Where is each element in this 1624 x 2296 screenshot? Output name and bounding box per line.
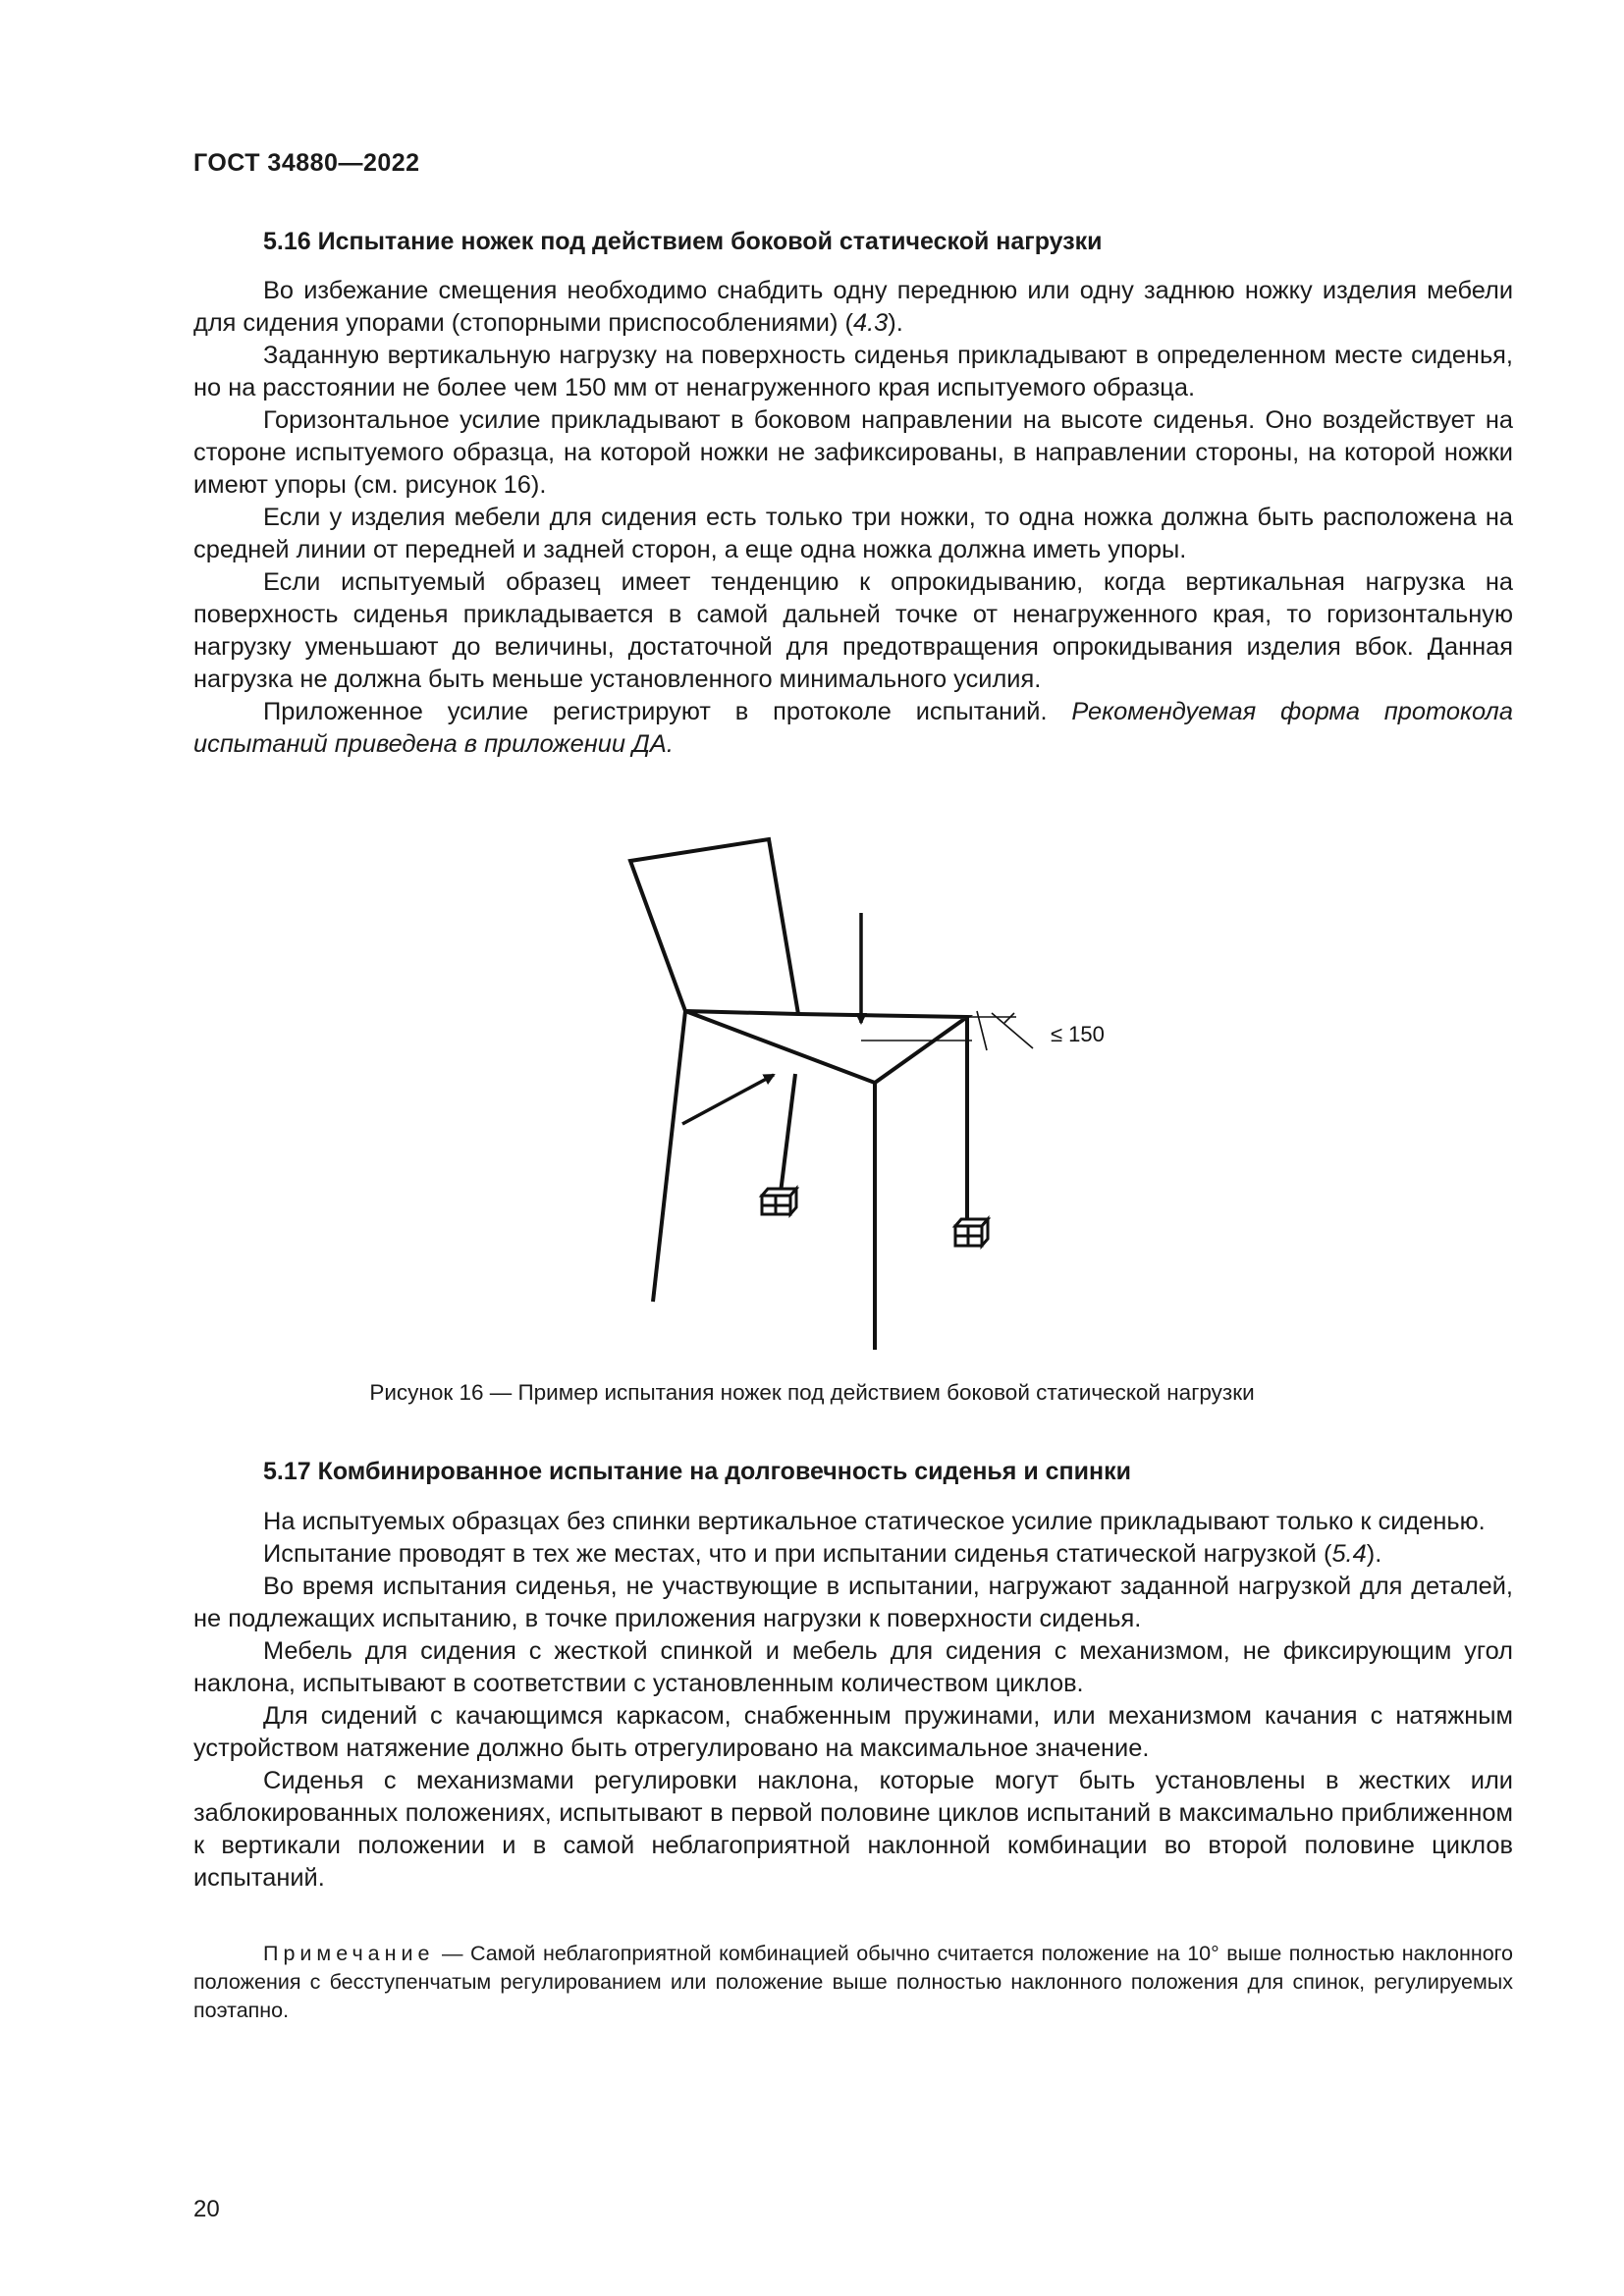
paragraph: Если испытуемый образец имеет тенденцию к опрокидыванию, когда вертикальная нагрузка на поверхность сиденья прикладывается в самой дальней точке от ненагруженного края, то горизонтальную нагрузку уменьшают до величины, достаточной для предотвращения опрокидывания изделия вбок. Данная нагрузка не должна быть меньше установленного минимального усилия. xyxy=(193,568,1513,693)
paragraph: Испытание проводят в тех же местах, что и при испытании сиденья статической нагрузкой (5.4). xyxy=(263,1540,1382,1568)
figure-caption: Рисунок 16 — Пример испытания ножек под действием боковой статической нагрузки xyxy=(369,1380,1255,1405)
note xyxy=(193,1940,1513,2025)
chair-diagram xyxy=(589,815,1178,1364)
paragraph: Во время испытания сиденья, не участвующие в испытании, нагружают заданной нагрузкой для деталей, не подлежащих испытанию, в точке приложения нагрузки к поверхности сиденья. xyxy=(193,1573,1513,1632)
paragraph: На испытуемых образцах без спинки вертикальное статическое усилие прикладывают только к сиденью. xyxy=(263,1508,1486,1535)
section-5-17-body xyxy=(193,1506,1513,1895)
italic-note: Рекомендуемая форма протокола испытаний приведена в приложении ДА. xyxy=(193,698,1513,758)
chair-leg-back-left xyxy=(781,1074,795,1193)
paragraph: Во избежание смещения необходимо снабдить одну переднюю или одну заднюю ножку изделия мебели для сидения упорами (стопорными приспособлениями) (4.3). xyxy=(193,277,1513,337)
paragraph: Горизонтальное усилие прикладывают в боковом направлении на высоте сиденья. Оно воздействует на стороне испытуемого образца, на которой ножки не зафиксированы, в направлении стороны, на которой ножки имеют упоры (см. рисунок 16). xyxy=(193,406,1513,499)
document-header: ГОСТ 34880—2022 xyxy=(193,149,420,177)
dimension-label: ≤ 150 xyxy=(1051,1022,1105,1046)
paragraph: Мебель для сидения с жесткой спинкой и мебель для сидения с механизмом, не фиксирующим угол наклона, испытывают в соответствии с установленным количеством циклов. xyxy=(193,1637,1513,1697)
section-heading-5-17: 5.17 Комбинированное испытание на долговечность сиденья и спинки xyxy=(263,1458,1131,1485)
weight-right xyxy=(955,1219,988,1246)
horizontal-load-arrow xyxy=(682,1075,774,1124)
section-heading-5-16: 5.16 Испытание ножек под действием боковой статической нагрузки xyxy=(263,228,1103,255)
paragraph: Для сидений с качающимся каркасом, снабженным пружинами, или механизмом качания с натяжным устройством натяжение должно быть отрегулировано на максимальное значение. xyxy=(193,1702,1513,1762)
paragraph: Приложенное усилие регистрируют в протоколе испытаний. Рекомендуемая форма протокола испытаний приведена в приложении ДА. xyxy=(193,698,1513,758)
paragraph: Сиденья с механизмами регулировки наклона, которые могут быть установлены в жестких или заблокированных положениях, испытывают в первой половине циклов испытаний в максимально приближенном к вертикали положении и в самой неблагоприятной наклонной комбинации во второй половине циклов испытаний. xyxy=(193,1767,1513,1892)
figure-16 xyxy=(589,815,1178,1364)
chair-backrest xyxy=(630,839,798,1014)
note-text: — Самой неблагоприятной комбинацией обычно считается положение на 10° выше полностью наклонного положения с бесступенчатым регулированием или положение выше полностью наклонного положения для спинок, регулируемых поэтапно. xyxy=(193,1942,1513,2022)
page-number: 20 xyxy=(193,2196,220,2222)
chair-seat xyxy=(685,1011,967,1083)
reference: 5.4 xyxy=(1331,1540,1367,1568)
paragraph: Если у изделия мебели для сидения есть только три ножки, то одна ножка должна быть расположена на средней линии от передней и задней сторон, а еще одна ножка должна иметь упоры. xyxy=(193,504,1513,563)
section-5-16-body xyxy=(193,275,1513,761)
note-label: Примечание xyxy=(263,1942,435,1965)
weight-left xyxy=(762,1189,796,1214)
reference: 4.3 xyxy=(852,309,889,337)
chair-leg-front-left xyxy=(653,1011,685,1302)
paragraph: Заданную вертикальную нагрузку на поверхность сиденья прикладывают в определенном месте сиденья, но на расстоянии не более чем 150 мм от ненагруженного края испытуемого образца. xyxy=(193,342,1513,401)
